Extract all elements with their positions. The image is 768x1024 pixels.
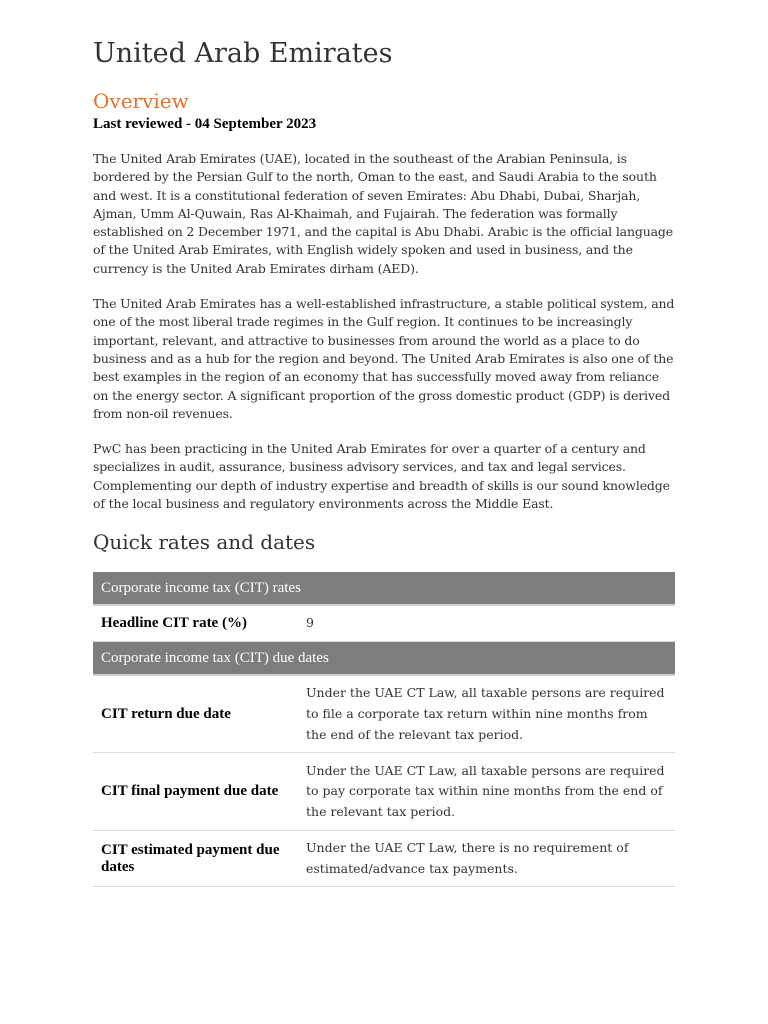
return-due-date-label: CIT return due date [93, 675, 296, 753]
estimated-payment-due-dates-label: CIT estimated payment due dates [93, 831, 296, 887]
table-section-header [93, 572, 675, 605]
overview-heading: Overview [93, 89, 189, 113]
overview-paragraph-3: PwC has been practicing in the United Arab Emirates for over a quarter of a century and specializes in audit, assurance, business advisory services, and tax and legal services. Complementing our depth of industry expertise and breadth of skills is our sound knowledge of the local business and regulatory environments across the Middle East. [93, 441, 670, 512]
overview-paragraph-2: The United Arab Emirates has a well-established infrastructure, a stable political system, and one of the most liberal trade regimes in the Gulf region. It continues to be increasingly important, relevant, and attractive to businesses from around the world as a place to do business and as a hub for the region and beyond. The United Arab Emirates is also one of the best examples in the region of an economy that has successfully moved away from reliance on the energy sector. A significant proportion of the gross domestic product (GDP) is derived from non-oil revenues. [93, 296, 675, 421]
cit-rates-header: Corporate income tax (CIT) rates [93, 572, 675, 605]
table-row [93, 753, 675, 831]
quick-rates-table [93, 572, 675, 887]
page-title: United Arab Emirates [93, 38, 393, 69]
return-due-date-value: Under the UAE CT Law, all taxable persons are required to file a corporate tax return within nine months from the end of the relevant tax period. [296, 675, 675, 753]
table-section-header [93, 642, 675, 676]
table-row [93, 605, 675, 642]
headline-rate-value: 9 [296, 605, 675, 642]
table-row [93, 831, 675, 887]
final-payment-due-date-label: CIT final payment due date [93, 753, 296, 831]
headline-rate-label: Headline CIT rate (%) [93, 605, 296, 642]
quick-rates-heading: Quick rates and dates [93, 530, 316, 555]
overview-paragraph-1: The United Arab Emirates (UAE), located in the southeast of the Arabian Peninsula, is bordered by the Persian Gulf to the north, Oman to the east, and Saudi Arabia to the south and west. It is a constitutional federation of seven Emirates: Abu Dhabi, Dubai, Sharjah, Ajman, Umm Al-Quwain, Ras Al-Khaimah, and Fujairah. The federation was formally established on 2 December 1971, and the capital is Abu Dhabi. Arabic is the official language of the United Arab Emirates, with English widely spoken and used in business, and the currency is the United Arab Emirates dirham (AED). [93, 151, 674, 276]
last-reviewed-date: Last reviewed - 04 September 2023 [93, 116, 317, 132]
table-row [93, 675, 675, 753]
final-payment-due-date-value: Under the UAE CT Law, all taxable persons are required to pay corporate tax within nine months from the end of the relevant tax period. [296, 753, 675, 831]
estimated-payment-due-dates-value: Under the UAE CT Law, there is no requirement of estimated/advance tax payments. [296, 831, 675, 887]
cit-due-dates-header: Corporate income tax (CIT) due dates [93, 642, 675, 676]
